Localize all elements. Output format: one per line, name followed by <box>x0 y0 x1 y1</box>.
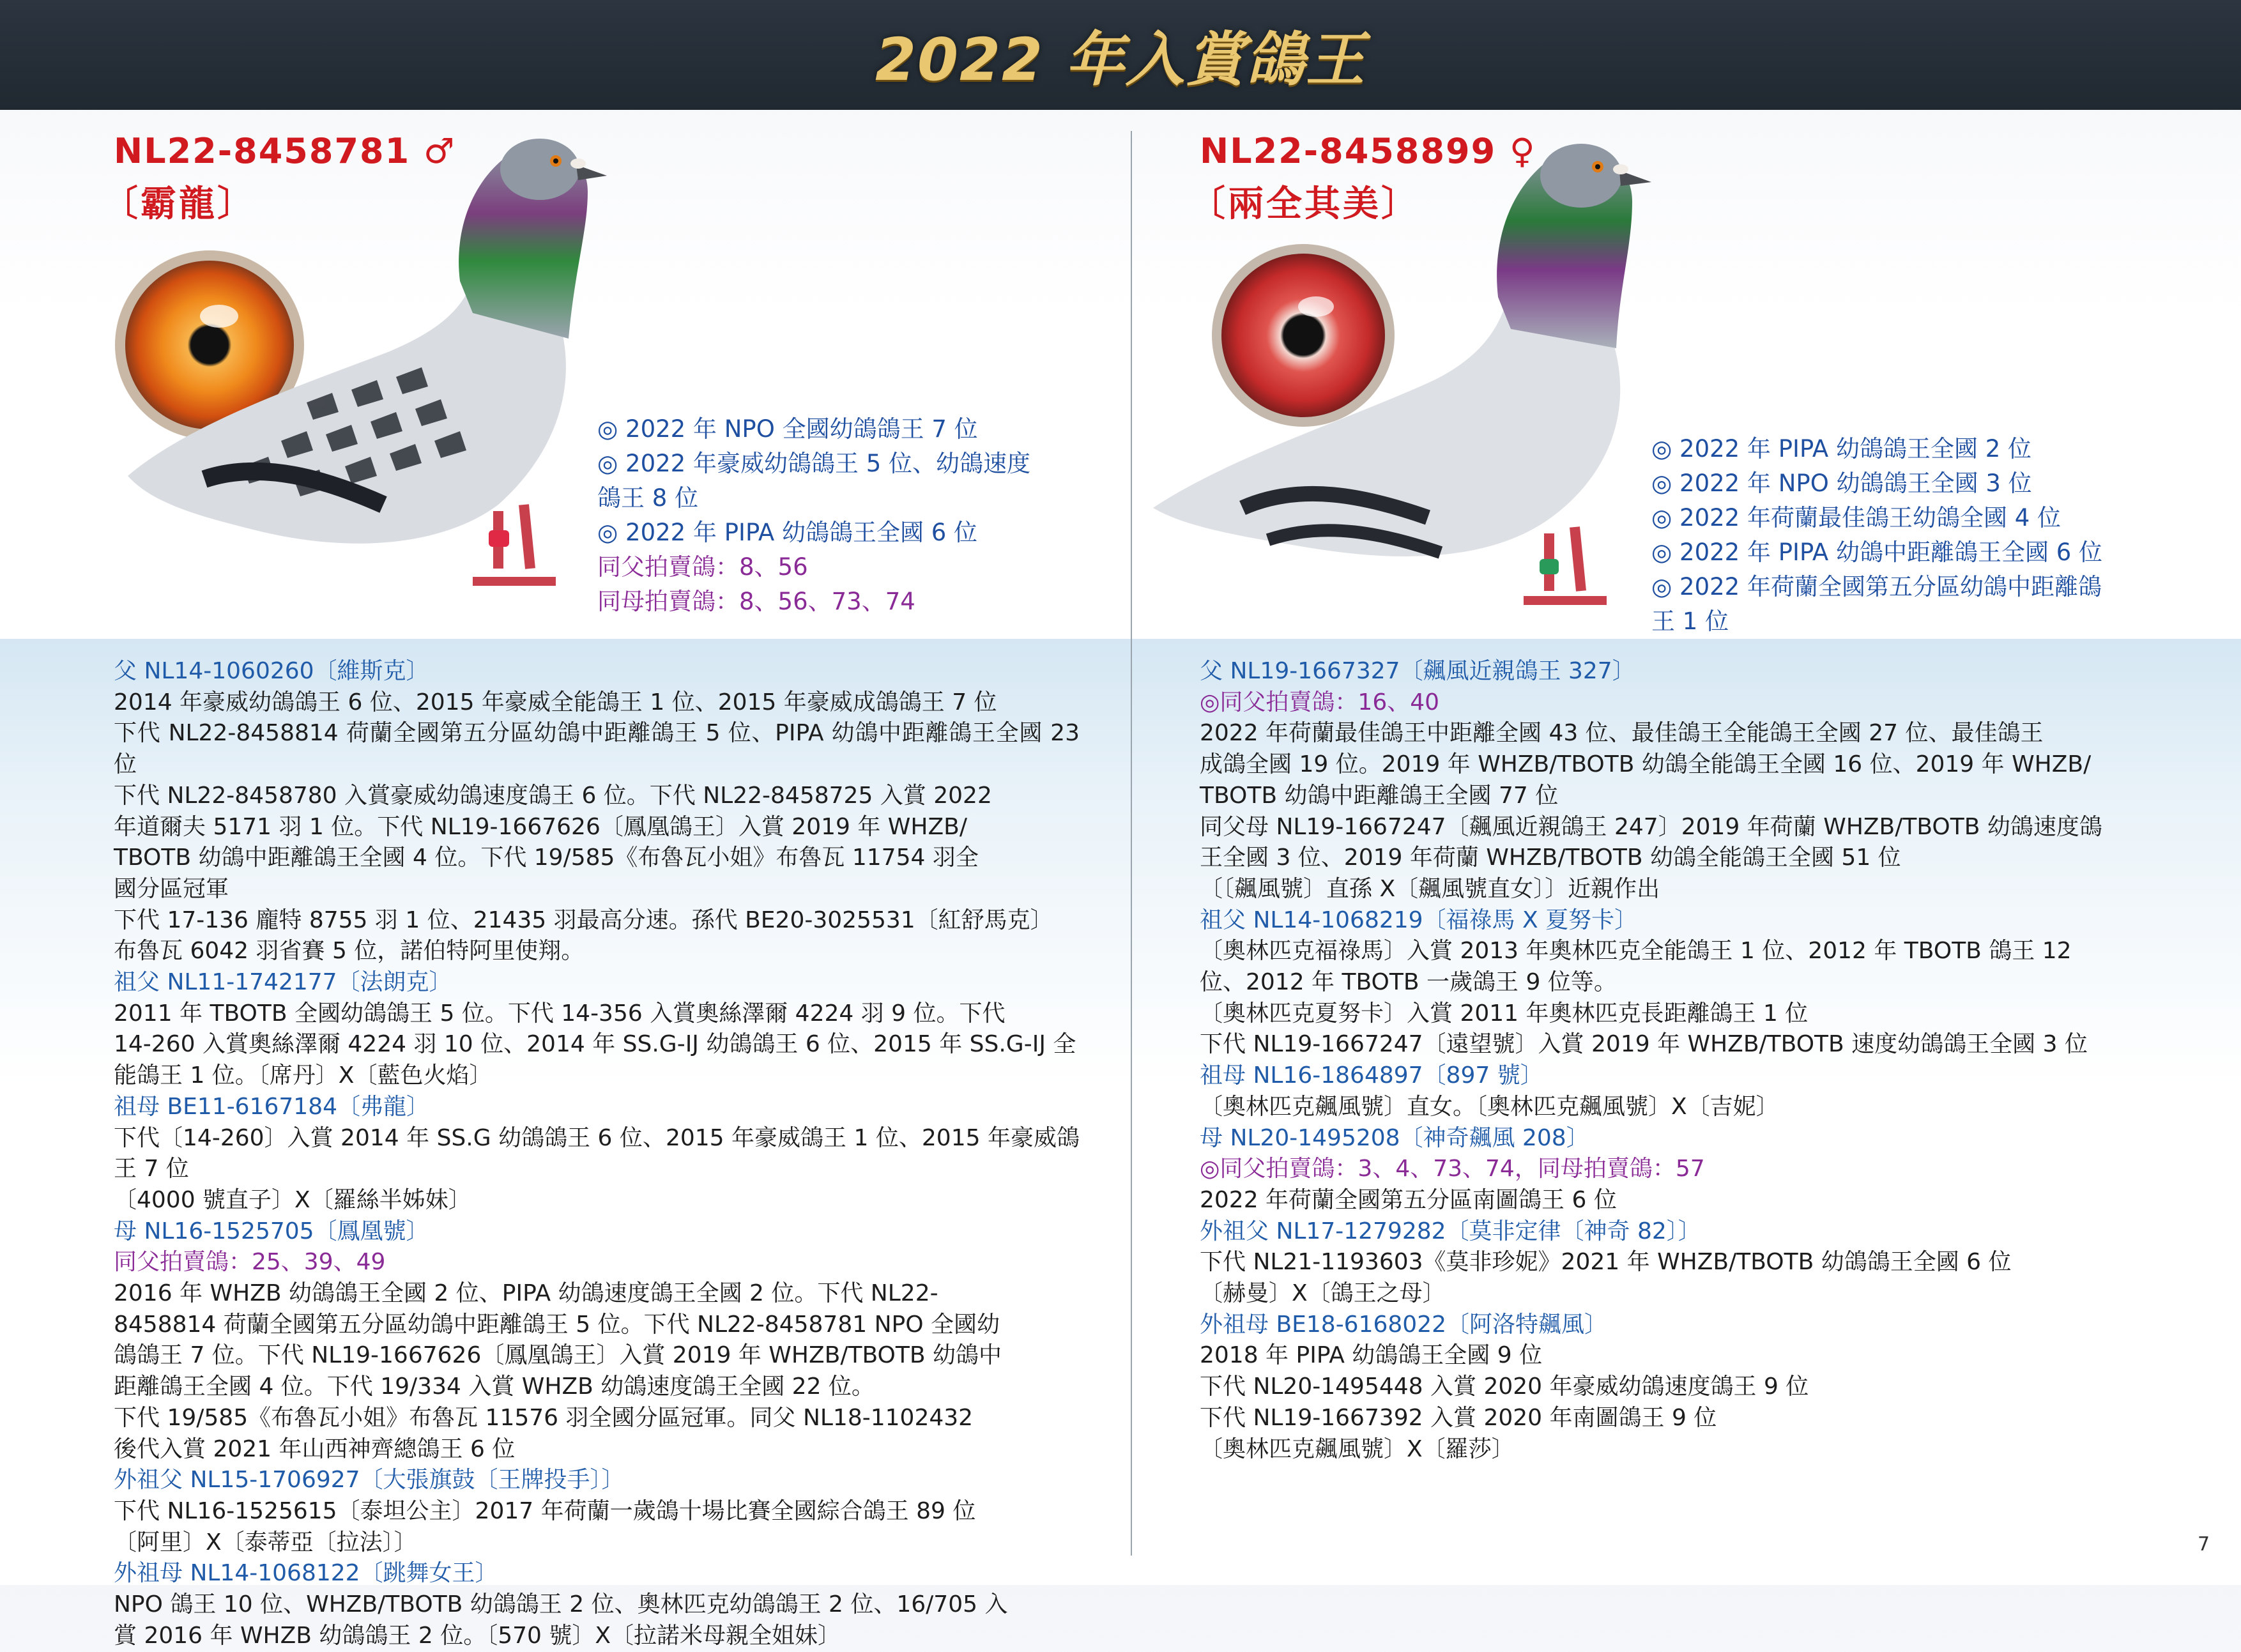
pedigree-line: 〔奧林匹克飆風號〕X〔羅莎〕 <box>1200 1435 1515 1462</box>
pedigree-line: NPO 鴿王 10 位、WHZB/TBOTB 幼鴿鴿王 2 位、奧林匹克幼鴿鴿王 2 位、16/705 入 <box>114 1591 1008 1618</box>
pedigree-line: 距離鴿王全國 4 位。下代 19/334 入賞 WHZB 幼鴿速度鴿王全國 22 位。 <box>114 1373 875 1400</box>
pedigree-line: 2018 年 PIPA 幼鴿鴿王全國 9 位 <box>1200 1342 1543 1369</box>
pedigree-heading: 母 NL16-1525705〔鳳凰號〕 <box>114 1218 429 1244</box>
pedigree-line: 〔阿里〕X〔泰蒂亞〔拉法〕〕 <box>114 1529 417 1556</box>
female-icon: ♀ <box>1510 131 1536 171</box>
male-icon: ♂ <box>424 131 456 171</box>
pedigree-heading: 祖母 NL16-1864897〔897 號〕 <box>1200 1062 1543 1089</box>
pedigree-heading: 祖父 NL14-1068219〔福祿馬 X 夏努卡〕 <box>1200 906 1638 933</box>
pedigree-line: 同父母 NL19-1667247〔飆風近親鴿王 247〕2019 年荷蘭 WHZB/TBOTB 幼鴿速度鴿 <box>1200 813 2102 840</box>
pedigree-line: 下代 NL19-1667247〔遠望號〕入賞 2019 年 WHZB/TBOTB 速度幼鴿鴿王全國 3 位 <box>1200 1031 2088 1058</box>
pedigree-heading: 父 NL19-1667327〔飆風近親鴿王 327〕 <box>1200 658 1635 684</box>
pedigree-line: 〔奧林匹克飆風號〕直女。〔奧林匹克飆風號〕X〔吉妮〕 <box>1200 1093 1779 1120</box>
pedigree-line: 〔赫曼〕X〔鴿王之母〕 <box>1200 1280 1446 1307</box>
pedigree-line: 2022 年荷蘭全國第五分區南圖鴿王 6 位 <box>1200 1186 1617 1213</box>
award-line: ◎ 2022 年 NPO 全國幼鴿鴿王 7 位 <box>597 415 978 443</box>
pedigree-heading: 外祖父 NL17-1279282〔莫非定律〔神奇 82〕〕 <box>1200 1218 1701 1244</box>
pedigree-line: 〔奧林匹克夏努卡〕入賞 2011 年奧林匹克長距離鴿王 1 位 <box>1200 1000 1809 1027</box>
pedigree-line: 後代入賞 2021 年山西神齊總鴿王 6 位 <box>114 1435 516 1462</box>
pedigree-line: 2014 年豪威幼鴿鴿王 6 位、2015 年豪威全能鴿王 1 位、2015 年豪威成鴿鴿王 7 位 <box>114 689 997 715</box>
pedigree-line: 布魯瓦 6042 羽省賽 5 位，諾伯特阿里使翔。 <box>114 938 585 965</box>
column-divider <box>1131 131 1132 1556</box>
right-pigeon-image <box>1140 125 1664 623</box>
right-ring-number: NL22-8458899 <box>1200 131 1497 171</box>
pedigree-line: 下代 17-136 龐特 8755 羽 1 位、21435 羽最高分速。孫代 BE20-3025531〔紅舒馬克〕 <box>114 906 1053 933</box>
award-line: ◎ 2022 年荷蘭全國第五分區幼鴿中距離鴿 <box>1651 573 2102 600</box>
pedigree-line: 下代 NL22-8458814 荷蘭全國第五分區幼鴿中距離鴿王 5 位、PIPA 幼鴿中距離鴿王全國 23 位 <box>114 720 1080 778</box>
sibling-line: 同父拍賣鴿：8、56 <box>597 553 808 581</box>
left-pigeon-image <box>115 121 613 632</box>
pedigree-heading: 外祖母 NL14-1068122〔跳舞女王〕 <box>114 1560 498 1587</box>
pedigree-line: 下代 NL16-1525615〔泰坦公主〕2017 年荷蘭一歲鴿十場比賽全國綜合鴿王 89 位 <box>114 1497 976 1524</box>
pedigree-heading: 父 NL14-1060260〔維斯克〕 <box>114 658 429 684</box>
award-line: 王 1 位 <box>1651 608 1729 635</box>
pedigree-line: 賞 2016 年 WHZB 幼鴿鴿王 2 位。〔570 號〕X〔拉諾米母親全姐妹〕 <box>114 1622 841 1649</box>
pedigree-line: 〔〔飆風號〕直孫 X〔飆風號直女〕〕近親作出 <box>1200 875 1660 902</box>
award-line: ◎ 2022 年豪威幼鴿鴿王 5 位、幼鴿速度 <box>597 450 1031 477</box>
sibling-line: ◎同父拍賣鴿：3、4、73、74，同母拍賣鴿：57 <box>1200 1156 1705 1182</box>
pedigree-line: 2011 年 TBOTB 全國幼鴿鴿王 5 位。下代 14-356 入賞奧絲澤爾 4224 羽 9 位。下代 <box>114 1000 1006 1027</box>
pedigree-heading: 母 NL20-1495208〔神奇飆風 208〕 <box>1200 1124 1589 1151</box>
pedigree-line: 王全國 3 位、2019 年荷蘭 WHZB/TBOTB 幼鴿全能鴿王全國 51 位 <box>1200 845 1901 871</box>
sibling-line: ◎同父拍賣鴿：16、40 <box>1200 689 1440 715</box>
page-number: 7 <box>2198 1533 2210 1556</box>
award-line: ◎ 2022 年 PIPA 幼鴿鴿王全國 2 位 <box>1651 435 2032 463</box>
pedigree-line: 8458814 荷蘭全國第五分區幼鴿中距離鴿王 5 位。下代 NL22-8458781 NPO 全國幼 <box>114 1311 1000 1338</box>
pedigree-heading: 祖母 BE11-6167184〔弗龍〕 <box>114 1093 430 1120</box>
pedigree-line: 年道爾夫 5171 羽 1 位。下代 NL19-1667626〔鳳凰鴿王〕入賞 2019 年 WHZB/ <box>114 813 967 840</box>
pedigree-line: 下代 NL21-1193603《莫非珍妮》2021 年 WHZB/TBOTB 幼鴿鴿王全國 6 位 <box>1200 1249 2012 1276</box>
pedigree-line: 2016 年 WHZB 幼鴿鴿王全國 2 位、PIPA 幼鴿速度鴿王全國 2 位。下代 NL22- <box>114 1280 938 1307</box>
pedigree-line: 下代〔14-260〕入賞 2014 年 SS.G 幼鴿鴿王 6 位、2015 年豪威鴿王 1 位、2015 年豪威鴿王 7 位 <box>114 1124 1080 1182</box>
pedigree-line: 下代 NL20-1495448 入賞 2020 年豪威幼鴿速度鴿王 9 位 <box>1200 1373 1809 1400</box>
award-line: ◎ 2022 年荷蘭最佳鴿王幼鴿全國 4 位 <box>1651 504 2061 532</box>
pedigree-line: 鴿鴿王 7 位。下代 NL19-1667626〔鳳凰鴿王〕入賞 2019 年 WHZB/TBOTB 幼鴿中 <box>114 1342 1002 1369</box>
pedigree-line: 14-260 入賞奧絲澤爾 4224 羽 10 位、2014 年 SS.G-IJ 幼鴿鴿王 6 位、2015 年 SS.G-IJ 全 <box>114 1031 1076 1058</box>
left-ring-number: NL22-8458781 <box>114 131 411 171</box>
pedigree-line: TBOTB 幼鴿中距離鴿王全國 4 位。下代 19/585《布魯瓦小姐》布魯瓦 11754 羽全 <box>114 845 979 871</box>
sibling-line: 同父拍賣鴿：25、39、49 <box>114 1249 386 1276</box>
pedigree-line: 〔奧林匹克福祿馬〕入賞 2013 年奧林匹克全能鴿王 1 位、2012 年 TBOTB 鴿王 12 <box>1200 938 2072 965</box>
award-line: ◎ 2022 年 PIPA 幼鴿鴿王全國 6 位 <box>597 519 978 546</box>
pedigree-heading: 外祖母 BE18-6168022〔阿洛特飆風〕 <box>1200 1311 1608 1338</box>
left-awards <box>597 412 1115 619</box>
award-line: ◎ 2022 年 NPO 幼鴿鴿王全國 3 位 <box>1651 470 2032 497</box>
right-pedigree <box>1200 656 2171 1465</box>
pedigree-line: 下代 NL19-1667392 入賞 2020 年南圖鴿王 9 位 <box>1200 1404 1717 1431</box>
right-bird-name: 〔兩全其美〕 <box>1189 183 1419 225</box>
page-title: 2022 年入賞鴿王 <box>875 26 1366 94</box>
pedigree-line: 位、2012 年 TBOTB 一歲鴿王 9 位等。 <box>1200 969 1617 996</box>
page-header <box>0 0 2241 110</box>
pedigree-line: 能鴿王 1 位。〔席丹〕X〔藍色火焰〕 <box>114 1062 493 1089</box>
pedigree-line: 下代 NL22-8458780 入賞豪威幼鴿速度鴿王 6 位。下代 NL22-8458725 入賞 2022 <box>114 782 992 809</box>
pedigree-heading: 外祖父 NL15-1706927〔大張旗鼓〔王牌投手〕〕 <box>114 1467 625 1494</box>
right-awards <box>1651 432 2182 639</box>
pedigree-line: 國分區冠軍 <box>114 875 229 902</box>
left-pedigree <box>114 656 1080 1652</box>
award-line: 鴿王 8 位 <box>597 484 699 512</box>
pedigree-line: 〔4000 號直子〕X〔羅絲半姊妹〕 <box>114 1186 471 1213</box>
left-bird-name: 〔霸龍〕 <box>102 183 256 225</box>
sibling-line: 同母拍賣鴿：8、56、73、74 <box>597 588 915 615</box>
pedigree-line: TBOTB 幼鴿中距離鴿王全國 77 位 <box>1200 782 1559 809</box>
pedigree-heading: 祖父 NL11-1742177〔法朗克〕 <box>114 969 452 996</box>
pedigree-line: 2022 年荷蘭最佳鴿王中距離全國 43 位、最佳鴿王全能鴿王全國 27 位、最佳鴿王 <box>1200 720 2044 747</box>
pedigree-line: 成鴿全國 19 位。2019 年 WHZB/TBOTB 幼鴿全能鴿王全國 16 位、2019 年 WHZB/ <box>1200 751 2092 778</box>
award-line: ◎ 2022 年 PIPA 幼鴿中距離鴿王全國 6 位 <box>1651 539 2103 566</box>
pedigree-line: 下代 19/585《布魯瓦小姐》布魯瓦 11576 羽全國分區冠軍。同父 NL18-1102432 <box>114 1404 974 1431</box>
